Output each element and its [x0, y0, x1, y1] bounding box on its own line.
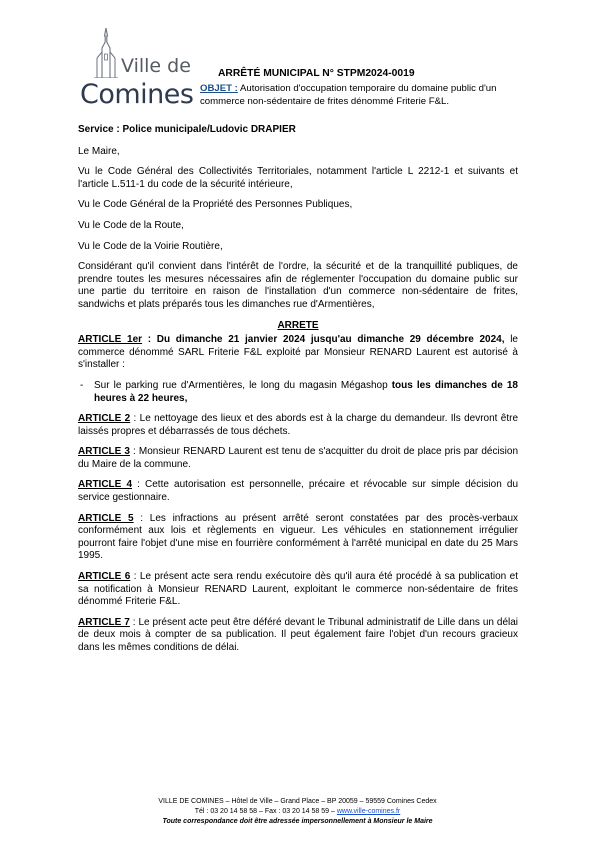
objet-block: [200, 83, 520, 108]
article-1-bullet: [78, 380, 518, 405]
article-4-label: ARTICLE 4: [78, 479, 133, 491]
article-5-label: ARTICLE 5: [78, 512, 134, 524]
article-2-text: : Le nettoyage des lieux et des abords est à la charge du demandeur. Ils devront être laissés propres et débarrassés de tous déchets.: [78, 413, 519, 437]
vu-cgct: Vu le Code Général des Collectivités Territoriales, notamment l'article L 2212-1 et suivants et l'article L.511-1 du code de la sécurité intérieure,: [78, 166, 518, 190]
vu-code-voirie: Vu le Code de la Voirie Routière,: [78, 240, 223, 252]
article-6-text: : Le présent acte sera rendu exécutoire dès qu'il aura été procédé à sa publication et sa notification à Monsieur RENARD Laurent, exploitant le commerce non-sédentaire de frites dénommé Friterie F&L.: [78, 571, 518, 608]
article-4: [78, 479, 518, 504]
document-title: ARRÊTÉ MUNICIPAL N° STPM2024-0019: [218, 68, 415, 79]
vu-code-route: Vu le Code de la Route,: [78, 219, 184, 231]
article-1-text: le commerce dénommé SARL Friterie F&L exploité par Monsieur RENARD Laurent est autorisé à s'installer :: [78, 334, 518, 371]
article-7-text: : Le présent acte peut être déféré devant le Tribunal administratif de Lille dans un délai de deux mois à compter de sa publication. Il peut également faire l'objet d'un recours gracieux dans les mêmes conditions de délai.: [78, 616, 519, 653]
bullet-schedule: tous les dimanches de 18 heures à 22 heures,: [94, 379, 518, 404]
service-line: Service : Police municipale/Ludovic DRAPIER: [78, 124, 296, 135]
article-2: [78, 413, 518, 438]
article-2-label: ARTICLE 2: [78, 413, 131, 425]
website-link[interactable]: www.ville-comines.fr: [336, 808, 401, 815]
article-3-label: ARTICLE 3: [78, 446, 130, 458]
objet-label: OBJET :: [200, 83, 238, 94]
considerant: Considérant qu'il convient dans l'intérêt de l'ordre, la sécurité et de la tranquillité publiques, de prendre toutes les mesures nécessaires afin de réglementer l'occupation du domaine public sur une partie du territoire en raison de l'installation d'un commerce non-sédentaire de frites, sandwichs et plats préparés tous les dimanches rue d'Armentières,: [78, 261, 518, 310]
bullet-text: Sur le parking rue d'Armentières, le long du magasin Mégashop: [94, 379, 392, 391]
footer-phone-fax: Tél : 03 20 14 58 58 – Fax : 03 20 14 58 59 –: [194, 808, 337, 815]
article-6: [78, 571, 518, 609]
footer-address: VILLE DE COMINES – Hôtel de Ville – Grand Place – BP 20059 – 59559 Comines Cedex: [158, 798, 437, 805]
vu-cgppp: Vu le Code Général de la Propriété des Personnes Publiques,: [78, 199, 353, 211]
ville-de-comines-logo: [80, 28, 194, 112]
article-7: [78, 617, 518, 655]
article-5: [78, 513, 518, 563]
page-footer: [0, 797, 595, 827]
footer-contact: [0, 807, 595, 817]
article-1-dates: : Du dimanche 21 janvier 2024 jusqu'au dimanche 29 décembre 2024,: [142, 334, 505, 346]
logo-text-comines: Comines: [80, 79, 194, 110]
article-7-label: ARTICLE 7: [78, 616, 130, 628]
article-1-label: ARTICLE 1er: [78, 334, 143, 346]
footer-notice: Toute correspondance doit être adressée impersonnellement à Monsieur le Maire: [162, 818, 433, 825]
article-1: [78, 334, 518, 372]
bullet-dash: -: [80, 379, 84, 391]
arrete-heading: ARRETE: [277, 319, 319, 331]
document-body: [78, 124, 518, 663]
article-3: [78, 446, 518, 471]
article-4-text: : Cette autorisation est personnelle, précaire et révocable sur simple décision du service gestionnaire.: [78, 479, 519, 504]
article-3-text: : Monsieur RENARD Laurent est tenu de s'acquitter du droit de place pris par décision du Maire de la commune.: [78, 446, 519, 470]
article-6-label: ARTICLE 6: [78, 571, 131, 583]
le-maire: Le Maire,: [78, 145, 120, 157]
church-icon: [94, 28, 118, 78]
logo-text-ville: Ville de: [121, 55, 191, 77]
objet-text: Autorisation d'occupation temporaire du domaine public d'un commerce non-sédentaire de frites dénommé Friterie F&L.: [200, 83, 497, 107]
article-5-text: : Les infractions au présent arrêté seront constatées par des procès-verbaux conformément aux lois et règlements en vigueur. Les véhicules en stationnement irrégulier pourront faire l'objet d'une mise en fourrière conformément à l'arrêté municipal en date du 25 Mars 1995.: [78, 512, 518, 562]
